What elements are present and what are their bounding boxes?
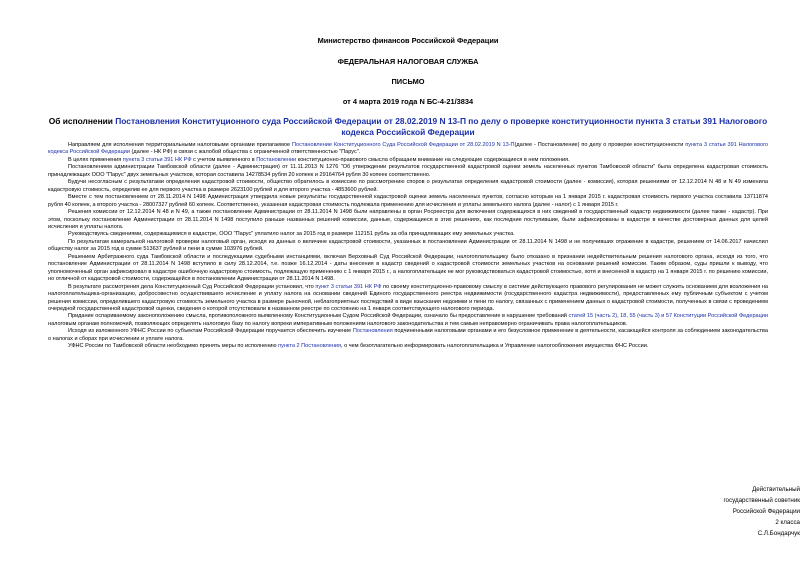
signature-block <box>600 484 800 539</box>
link[interactable]: Постановления <box>352 328 393 335</box>
text: В результате рассмотрения дела Конституционный Суд Российской Федерации установил, что <box>68 283 316 290</box>
link[interactable]: пункта 3 статьи 391 НК РФ <box>122 156 192 163</box>
paragraph <box>48 284 768 314</box>
paragraph <box>48 313 768 328</box>
text: В целях применения <box>68 156 123 163</box>
text: подчиненными налоговыми органами и его безусловное применение в деятельности, касающейся контроля за соблюдением законодательства о налогах и сборах при исчислении и уплате налога. <box>48 328 768 342</box>
text: УФНС России по Тамбовской области необходимо принять меры по исполнению <box>68 343 279 350</box>
paragraph: Руководствуясь сведениями, содержащимися в кадастре, ООО "Парус" уплатило налог за 2015 год в размере 112151 рубль за оба принадлежащих ему земельных участка. <box>68 231 515 238</box>
signature-line: государственный советник <box>723 497 800 504</box>
link[interactable]: пункт 3 статьи 391 НК РФ <box>315 283 382 290</box>
ministry-header: Министерство финансов Российской Федерации <box>317 36 499 45</box>
link[interactable]: Постановлении <box>256 156 297 163</box>
text: (далее - НК РФ) в связи с жалобой общества с ограниченной ответственностью "Парус". <box>129 149 361 156</box>
link[interactable]: пункта 3 статьи 391 Налогового кодекса Российской Федерации <box>48 142 769 156</box>
paragraph: Будучи несогласным с результатами определения кадастровой стоимости, общество обратилось в комиссию по рассмотрению споров о результатах определения кадастровой стоимости (далее - комиссия), которая решениями от 12.12.2014 N 48 и N 49 изменила кадастровую стоимость, определив ее для первого участка в размере 2623100 рублей и для второго участка - 4853600 рублей. <box>48 179 768 193</box>
paragraph: Вместе с тем постановлением от 28.11.2014 N 1498 Администрация утвердила новые результаты государственной кадастровой оценки земель населенных пунктов, согласно которым на 1 января 2015 г. кадастровая стоимость первого участка составила 13711874 рубля 40 копеек, а второго участка - 28007327 рублей 60 копеек. Соответственно, указанная кадастровая стоимость подлежала применению для исчисления и уплаты земельного налога (далее - налог) с 1 января 2015 г. <box>48 194 768 208</box>
signature-line: Российской Федерации <box>732 508 800 515</box>
paragraph <box>48 142 768 157</box>
title-link[interactable]: Постановления Конституционного суда Российской Федерации от 28.02.2019 N 13-П по делу о проверке конституционности пункта 3 статьи 391 Налогового кодекса Российской Федерации <box>115 116 768 137</box>
text: налоговым органам полномочий, позволяющих определять налоговую базу по налогу вопреки императивным положениям налогового законодательства и тем самым неправомерно ограничивать права налогоплательщиков. <box>48 320 628 327</box>
paragraph <box>48 343 768 350</box>
link[interactable]: статей 15 (часть 2), 18, 55 (часть 3) и 57 Конституции Российской Федерации <box>568 313 768 320</box>
signature-line: 2 класса <box>775 519 800 526</box>
document-title <box>48 116 768 138</box>
title-prefix: Об исполнении <box>48 116 116 126</box>
text: (далее - Постановление) по делу о проверке конституционности <box>514 142 686 148</box>
text: конституционно-правового смысла обращаем внимание на следующие содержащиеся в нем положения. <box>296 156 570 163</box>
doc-type: ПИСЬМО <box>391 77 425 86</box>
text: с учетом выявленного в <box>191 156 257 163</box>
paragraph: Постановлением администрации Тамбовской области (далее - Администрация) от 11.11.2013 N 1276 "Об утверждении результатов государственной кадастровой оценки земель населенных пунктов Тамбовской области" была определена кадастровая стоимость принадлежащих ООО "Парус" двух земельных участков, которая составила 14278534 рубля 20 копеек и 29164764 рубля 30 копеек соответственно. <box>48 164 768 178</box>
service-header: ФЕДЕРАЛЬНАЯ НАЛОГОВАЯ СЛУЖБА <box>337 57 479 66</box>
text: Придание оспариваемому законоположению смысла, противоположного выявленному Конституционным Судом Российской Федерации, означало бы предоставление в нарушение требований <box>68 313 569 320</box>
paragraph <box>48 328 768 343</box>
paragraph: По результатам камеральной налоговой проверки налоговый орган, исходя из данных о величине кадастровой стоимости, указанных в постановлении Администрации от 28.11.2014 N 1498 и не получивших отражение в кадастре, решением от 14.06.2017 начислил обществу налог за 2015 год в сумме 513637 рублей и пени в сумме 103976 рублей. <box>48 238 768 253</box>
text: Исходя из изложенного УФНС России по субъектам Российской Федерации поручается обеспечить изучение <box>68 328 353 335</box>
text: Направляем для исполнения территориальными налоговыми органами прилагаемое <box>68 142 293 148</box>
text: , о чем безотлагательно информировать налогоплательщика и Управление налогообложения имущества ФНС России. <box>341 343 649 350</box>
signature-line: Действительный <box>752 486 800 493</box>
signer-name: С.Л.Бондарчук <box>757 530 800 537</box>
document-body <box>48 142 768 351</box>
paragraph: Решением Арбитражного суда Тамбовской области и последующими судебными инстанциями, включая Верховный Суд Российской Федерации, налогоплательщику было отказано в признании недействительным решения налогового органа, исходя из того, что постановление Администрации от 28.11.2014 N 1498 вступило в силу 28.12.2014, т.е. позже 16.12.2014 - даты внесения в кадастр сведений о кадастровой стоимости земельных участков на основании решений комиссии. Таким образом, суды пришли к выводу, что уполномоченный орган зафиксировал в кадастре ошибочную кадастровую стоимость, подлежащую применению с 1 января 2015 г., а налогоплательщик не мог руководствоваться кадастровой стоимостью, хотя и внесенной в кадастр на 1 января 2015 г. по решению комиссии, но отличной от кадастровой стоимости, содержащейся в постановлении Администрации от 28.11.2014 N 1498. <box>48 253 768 283</box>
paragraph: Решения комиссии от 12.12.2014 N 48 и N 49, а также постановление Администрации от 28.11.2014 N 1498 были направлены в орган Росреестра для включения содержащихся в них сведений в государственный кадастр недвижимости (далее также - кадастр). При этом, поскольку постановление Администрации от 28.11.2014 N 1498 поступило раньше названных решений комиссии, данные, содержащиеся в этих решениях, как последние поступившие, были зафиксированы в кадастре в качестве достоверных данных для целей исчисления и уплаты налога. <box>48 209 768 230</box>
text: по своему конституционно-правовому смыслу в системе действующего правового регулирования не может служить основанием для возложения на налогоплательщика-организацию, добросовестно осуществившего исчисление и уплату налога на основании сведений Единого государственного реестра недвижимости (государственного кадастра недвижимости), предоставленных ему публичным субъектом с учетом решения комиссии, определившего кадастровую стоимость земельного участка в размере рыночной, неблагоприятных последствий в виде взыскания недоимки и пени по налогу, связанных с применением данных о кадастровой стоимости, полученных в связи с проведением очередной государственной кадастровой оценки, сведения о которой отсутствовали в названном реестре по состоянию на 1 января соответствующего налогового периода. <box>48 283 769 312</box>
link[interactable]: пункта 2 Постановления <box>278 343 342 350</box>
date-number: от 4 марта 2019 года N БС-4-21/3834 <box>342 97 474 106</box>
link[interactable]: Постановление Конституционного Суда Российской Федерации от 28.02.2019 N 13-П <box>292 142 515 148</box>
